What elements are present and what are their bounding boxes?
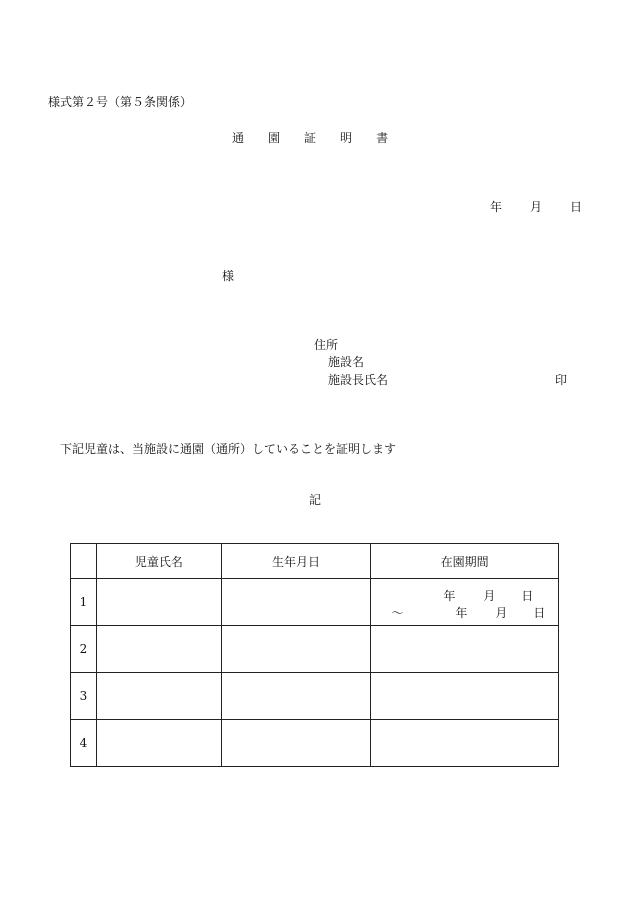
- title-char: 書: [376, 131, 389, 145]
- child-name-cell[interactable]: [96, 720, 221, 767]
- table-row: [71, 720, 559, 767]
- ki-heading: 記: [309, 493, 322, 507]
- period-end-year: 年: [455, 606, 468, 620]
- certification-statement: 下記児童は、当施設に通園（通所）していることを証明します: [60, 442, 397, 456]
- period-start: [443, 587, 533, 604]
- document-title: [232, 132, 388, 144]
- table-row: [71, 579, 559, 626]
- title-char: 明: [340, 131, 353, 145]
- director-name-label: 施設長氏名: [328, 373, 389, 387]
- facility-name-label: 施設名: [328, 355, 365, 369]
- form-number: 様式第２号（第５条関係）: [48, 95, 193, 109]
- period-end-month: 月: [495, 606, 508, 620]
- child-name-cell[interactable]: [96, 673, 221, 720]
- period-end-day: 日: [533, 606, 546, 620]
- header-enrollment-period: 在園期間: [371, 544, 559, 579]
- birth-date-cell[interactable]: [221, 579, 371, 626]
- birth-date-cell[interactable]: [221, 673, 371, 720]
- header-birth-date: 生年月日: [221, 544, 371, 579]
- header-child-name: 児童氏名: [96, 544, 221, 579]
- table-header-row: [71, 544, 559, 579]
- birth-date-cell[interactable]: [221, 626, 371, 673]
- children-table: [70, 543, 559, 767]
- child-name-cell[interactable]: [96, 579, 221, 626]
- birth-date-cell[interactable]: [221, 720, 371, 767]
- title-char: 園: [268, 131, 281, 145]
- header-number: [71, 544, 97, 579]
- row-number: 2: [71, 626, 97, 673]
- enrollment-period-cell[interactable]: [371, 579, 559, 626]
- period-end: [391, 604, 545, 621]
- child-name-cell[interactable]: [96, 626, 221, 673]
- title-char: 証: [304, 131, 317, 145]
- title-char: 通: [232, 131, 245, 145]
- date-year-label: 年: [490, 200, 503, 214]
- enrollment-period-cell[interactable]: [371, 720, 559, 767]
- date-month-label: 月: [530, 200, 543, 214]
- enrollment-period-cell[interactable]: [371, 673, 559, 720]
- row-number: 4: [71, 720, 97, 767]
- addressee-honorific: 様: [222, 269, 235, 283]
- table-row: [71, 673, 559, 720]
- issue-date: [490, 201, 582, 213]
- row-number: 3: [71, 673, 97, 720]
- period-start-year: 年: [443, 589, 456, 603]
- period-start-month: 月: [483, 589, 496, 603]
- period-tilde: ～: [391, 606, 404, 620]
- issuer-address-label: 住所: [314, 338, 339, 352]
- table-row: [71, 626, 559, 673]
- period-start-day: 日: [521, 589, 534, 603]
- seal-mark: 印: [555, 373, 568, 387]
- row-number: 1: [71, 579, 97, 626]
- date-day-label: 日: [570, 200, 583, 214]
- enrollment-period-cell[interactable]: [371, 626, 559, 673]
